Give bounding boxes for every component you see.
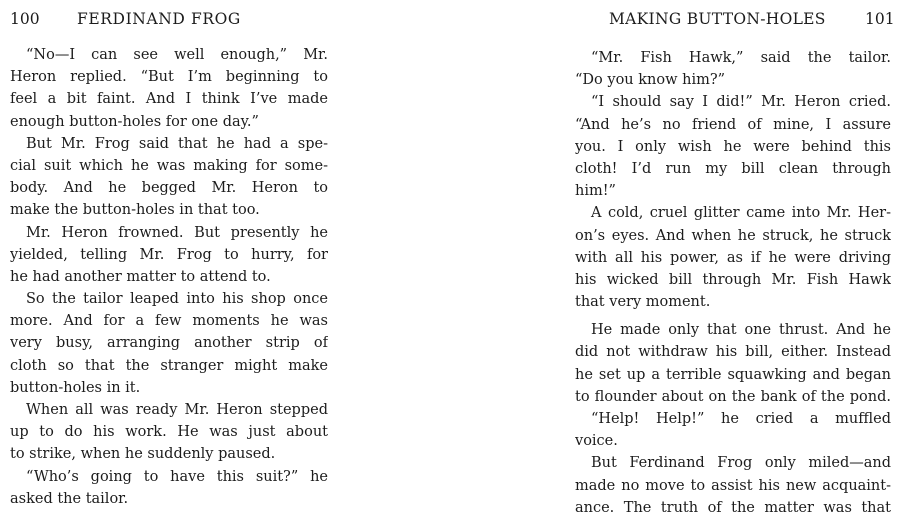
text-line: “Help! Help!” he cried a muffled <box>591 411 891 427</box>
text-line: enough button-holes for one day.” <box>10 113 259 130</box>
text-line: made no move to assist his new acquaint- <box>575 477 891 494</box>
running-head: FERDINAND FROG <box>77 10 241 28</box>
text-line: “And he’s no friend of mine, I assure <box>575 116 891 133</box>
text-line: But Mr. Frog said that he had a spe- <box>26 135 328 152</box>
text-line: Heron replied. “But I’m beginning to <box>10 69 328 86</box>
text-line: did not withdraw his bill, either. Instead <box>575 344 891 361</box>
text-line: But Ferdinand Frog only miled—and <box>591 455 891 472</box>
text-line: button-holes in it. <box>10 379 141 396</box>
text-line: more. And for a few moments he was <box>10 313 328 330</box>
page-text <box>10 44 328 510</box>
text-line: him!” <box>575 183 616 200</box>
text-line: “Mr. Fish Hawk,” said the tailor. <box>591 50 891 66</box>
text-line: So the tailor leaped into his shop once <box>26 291 328 308</box>
text-line: with all his power, as if he were driving <box>575 249 891 266</box>
right-page <box>449 0 898 521</box>
text-line: he had another matter to attend to. <box>10 268 271 285</box>
text-line: to strike, when he suddenly paused. <box>10 446 276 463</box>
text-line: feel a bit faint. And I think I’ve made <box>10 91 328 108</box>
text-line: on’s eyes. And when he struck, he struck <box>575 227 891 244</box>
text-line: up to do his work. He was just about <box>10 424 328 441</box>
text-line: When all was ready Mr. Heron stepped <box>26 402 328 418</box>
text-line: body. And he begged Mr. Heron to <box>10 180 328 197</box>
text-line: his wicked bill through Mr. Fish Hawk <box>575 271 891 288</box>
text-line: yielded, telling Mr. Frog to hurry, for <box>10 246 328 263</box>
text-line: “No—I can see well enough,” Mr. <box>26 47 328 63</box>
text-line: he set up a terrible squawking and began <box>575 366 891 383</box>
text-line: make the button-holes in that too. <box>10 202 260 219</box>
text-line: cloth so that the stranger might make <box>10 357 328 374</box>
running-head: MAKING BUTTON-HOLES <box>609 10 826 28</box>
text-line: very busy, arranging another strip of <box>10 335 328 352</box>
text-line: “Who’s going to have this suit?” he <box>26 468 328 485</box>
text-line: “Do you know him?” <box>575 72 726 89</box>
text-line: to flounder about on the bank of the pond. <box>575 388 891 405</box>
text-line: that very moment. <box>575 294 711 311</box>
text-line: A cold, cruel glitter came into Mr. Her- <box>591 205 891 222</box>
page-number: 100 <box>10 10 40 28</box>
text-line: ance. The truth of the matter was that <box>575 499 891 516</box>
page-number: 101 <box>865 10 895 28</box>
page-text <box>575 47 891 519</box>
text-line: cial suit which he was making for some- <box>10 157 328 174</box>
text-line: Mr. Heron frowned. But presently he <box>26 224 328 241</box>
text-line: He made only that one thrust. And he <box>591 322 891 339</box>
text-line: “I should say I did!” Mr. Heron cried. <box>591 94 891 111</box>
text-line: you. I only wish he were behind this <box>575 138 891 155</box>
text-line: asked the tailor. <box>10 490 129 507</box>
text-line: cloth! I’d run my bill clean through <box>575 160 891 177</box>
text-line: voice. <box>575 433 618 450</box>
